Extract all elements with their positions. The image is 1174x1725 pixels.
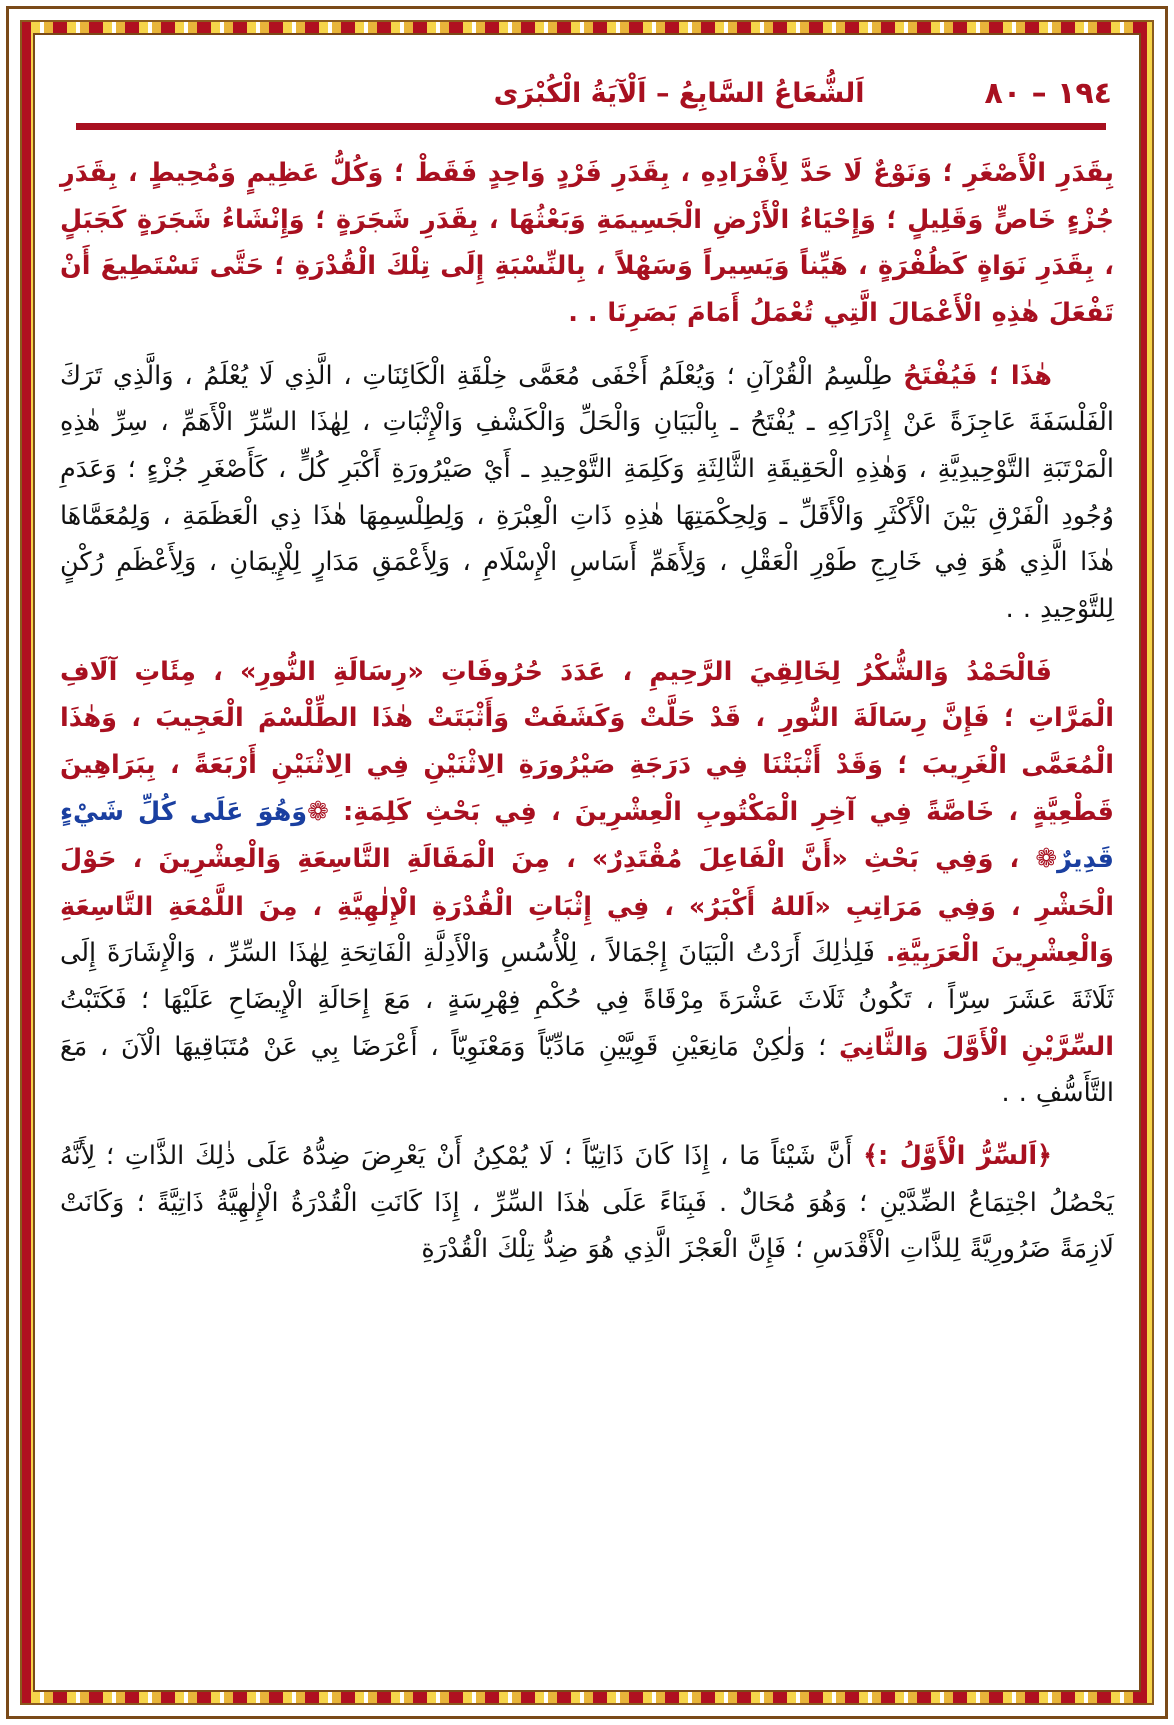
paragraph-5-body: أَنَّ شَيْئاً مَا ، إِذَا كَانَ ذَاتِيّاً ؛ لَا يُمْكِنُ أَنْ يَعْرِضَ ضِدُّهُ عَلَى ذٰلِكَ الذَّاتِ ؛ لِأَنَّهُ يَحْصُلُ اجْتِمَاعُ الضِّدَّيْنِ ؛ وَهُوَ مُحَالٌ . فَبِنَاءً عَلَى هٰذَا السِّرِّ ، إِذَا كَانَتِ الْقُدْرَةُ الْإِلٰهِيَّةُ ذَاتِيَّةً ؛ وَكَانَتْ لَازِمَةً ضَرُورِيَّةً لِلذَّاتِ الْأَقْدَسِ ؛ فَإِنَّ الْعَجْزَ الَّذِي هُوَ ضِدُّ تِلْكَ الْقُدْرَةِ [60,1140,1114,1265]
page-number: ١٩٤ – ٨٠ [984,75,1112,111]
ornament-flower-icon-close: ❁ [1035,844,1058,875]
quran-verse: وَهُوَ عَلَى كُلِّ شَيْءٍ قَدِيرٌ [60,796,1114,875]
page-header [46,46,1128,124]
document-body [46,124,1128,1273]
ornament-flower-icon-open: ❁ [307,796,329,827]
paragraph-4-body: فَلِذٰلِكَ أَرَدْتُ الْبَيَانَ إِجْمَالاً ، لِلْأُسُسِ وَالْأَدِلَّةِ الْفَاتِحَةِ لِهٰذَا السِّرِّ ، وَالْإِشَارَةَ إِلَى ثَلَاثَةَ عَشَرَ سِرّاً ، تَكُونُ ثَلَاثَ عَشْرَةَ مِرْقَاةً فِي حُكْمِ فِهْرِسَةٍ ، مَعَ إِحَالَةِ الْإِيضَاحِ عَلَيْهَا ؛ فَكَتَبْتُ [60,938,1114,1015]
paragraph-5 [60,1133,1114,1273]
page-content-area [46,46,1128,1679]
paragraph-5-lead: ﴿اَلسِّرُّ الْأَوَّلُ :﴾ [863,1140,1052,1171]
paragraph-4-body-2: ؛ وَلٰكِنْ مَانِعَيْنِ قَوِيَّيْنِ مَادِّيّاً وَمَعْنَوِيّاً ، أَعْرَضَا بِي عَنْ مُتَبَاقِيهَا الْآنَ ، مَعَ التَّأَسُّفِ . . [60,1031,1114,1109]
paragraph-3-part-b: ، وَفِي بَحْثِ «أَنَّ الْفَاعِلَ مُقْتَدِرٌ» ، مِنَ الْمَقَالَةِ التَّاسِعَةِ وَالْعِشْرِينَ ، حَوْلَ الْحَشْرِ ، وَفِي مَرَاتِبِ «اَللهُ أَكْبَرُ» ، فِي إِثْبَاتِ الْقُدْرَةِ الْإِلٰهِيَّةِ ، مِنَ اللَّمْعَةِ التَّاسِعَةِ وَالْعِشْرِينَ الْعَرَبِيَّةِ. [60,844,1114,969]
paragraph-2 [60,353,1114,633]
paragraph-1: بِقَدَرِ الْأَصْغَرِ ؛ وَنَوْعٌ لَا حَدَّ لِأَفْرَادِهِ ، بِقَدَرِ فَرْدٍ وَاحِدٍ فَقَطْ ؛ وَكُلُّ عَظِيمٍ وَمُحِيطٍ ، بِقَدَرِ جُزْءٍ خَاصٍّ وَقَلِيلٍ ؛ وَإِحْيَاءُ الْأَرْضِ الْجَسِيمَةِ وَبَعْثُهَا ، بِقَدَرِ شَجَرَةٍ ؛ وَإِنْشَاءُ شَجَرَةٍ كَجَبَلٍ ، بِقَدَرِ نَوَاةٍ كَظُفْرَةٍ ، هَيِّناً وَيَسِيراً وَسَهْلاً ، بِالنِّسْبَةِ إِلَى تِلْكَ الْقُدْرَةِ ؛ حَتَّى تَسْتَطِيعَ أَنْ تَفْعَلَ هٰذِهِ الْأَعْمَالَ الَّتِي تُعْمَلُ أَمَامَ بَصَرِنَا . . [60,158,1114,328]
paragraph-4-highlight: السِّرَّيْنِ الْأَوَّلَ وَالثَّانِيَ [838,1031,1114,1062]
page-title: اَلشُّعَاعُ السَّابِعُ – اَلْآيَةُ الْكُبْرَى [493,77,865,109]
paragraph-2-lead: هٰذَا ؛ فَيُفْتَحُ [903,360,1052,391]
paragraph-3-part-a: فَالْحَمْدُ وَالشُّكْرُ لِخَالِقِيَ الرَّحِيمِ ، عَدَدَ حُرُوفَاتِ «رِسَالَةِ النُّورِ» ، مِئَاتِ آلَافِ الْمَرَّاتِ ؛ فَإِنَّ رِسَالَةَ النُّورِ ، قَدْ حَلَّتْ وَكَشَفَتْ وَأَثْبَتَتْ هٰذَا الطِّلْسْمَ الْعَجِيبَ ، وَهٰذَا الْمُعَمَّى الْغَرِيبَ ؛ وَقَدْ أَثْبَتْنَا فِي دَرَجَةِ صَيْرُورَةِ الِاثْنَيْنِ فِي الِاثْنَيْنِ أَرْبَعَةً ، بِبَرَاهِينَ قَطْعِيَّةٍ ، خَاصَّةً فِي آخِرِ الْمَكْتُوبِ الْعِشْرِينَ ، فِي بَحْثِ كَلِمَةِ: [60,656,1115,827]
header-rule [76,123,1106,130]
paragraph-3 [60,649,1114,1117]
paragraph-2-body: طِلْسِمُ الْقُرْآنِ ؛ وَيُعْلَمُ أَخْفَى مُعَمَّى خِلْقَةِ الْكَائِنَاتِ ، الَّذِي لَا يُعْلَمُ ، وَالَّذِي تَرَكَ الْفَلْسَفَةَ عَاجِزَةً عَنْ إِدْرَاكِهِ ـ يُفْتَحُ ـ بِالْبَيَانِ وَالْحَلِّ وَالْكَشْفِ وَالْإِثْبَاتِ ، لِهٰذَا السِّرِّ الْأَهَمِّ ، سِرِّ هٰذِهِ الْمَرْتَبَةِ التَّوْحِيدِيَّةِ ، وَهٰذِهِ الْحَقِيقَةِ الثَّالِثَةِ وَكَلِمَةِ التَّوْحِيدِ ـ أَيْ صَيْرُورَةِ أَكْبَرِ كُلٍّ ، كَأَصْغَرِ جُزْءٍ ؛ وَعَدَمِ وُجُودِ الْفَرْقِ بَيْنَ الْأَكْثَرِ وَالْأَقَلِّ ـ وَلِحِكْمَتِهَا هٰذِهِ ذَاتِ الْعِبْرَةِ ، وَلِطِلْسِمِهَا هٰذَا ذِي الْعَظَمَةِ ، وَلِمُعَمَّاهَا هٰذَا الَّذِي هُوَ فِي خَارِجِ طَوْرِ الْعَقْلِ ، وَلِأَهَمِّ أَسَاسِ الْإِسْلَامِ ، وَلِأَعْمَقِ مَدَارٍ لِلْإِيمَانِ ، وَلِأَعْظَمِ رُكْنٍ لِلتَّوْحِيدِ . . [60,360,1114,624]
